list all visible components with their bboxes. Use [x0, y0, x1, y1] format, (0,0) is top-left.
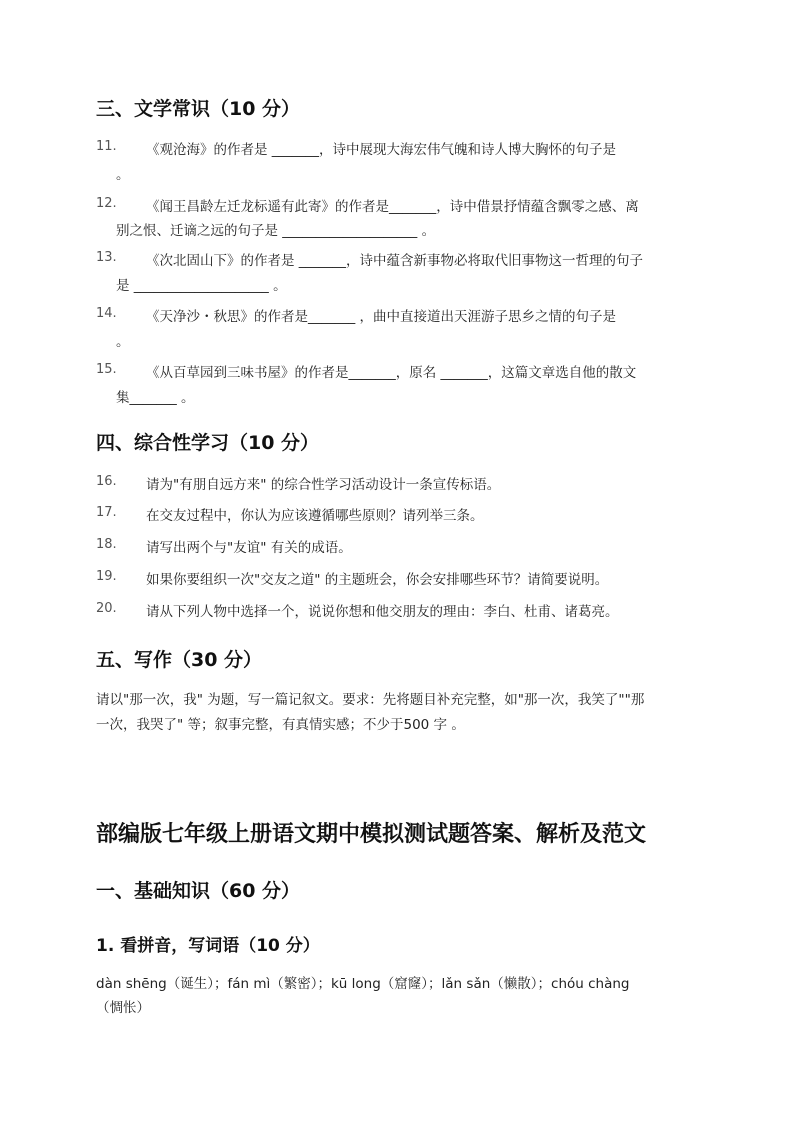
- question-text-continued: 别之恨、迁谪之远的句子是 ____________________ 。: [116, 223, 436, 239]
- question-text-continued: 。: [116, 334, 130, 350]
- question-number: 12.: [96, 196, 117, 211]
- question-text: 《观沧海》的作者是 _______，诗中展现大海宏伟气魄和诗人博大胸怀的句子是: [146, 142, 617, 158]
- question-text: 《天净沙・秋思》的作者是_______ ，曲中直接道出天涯游子思乡之情的句子是: [146, 309, 617, 325]
- question-text: 《从百草园到三味书屋》的作者是_______，原名 _______，这篇文章选自他的散文: [146, 365, 637, 381]
- question-number: 19.: [96, 569, 117, 584]
- question-text: 在交友过程中，你认为应该遵循哪些原则？请列举三条。: [146, 508, 484, 524]
- section-heading: 五、写作（30 分）: [96, 649, 263, 671]
- question-number: 13.: [96, 250, 117, 265]
- question-number: 11.: [96, 139, 117, 154]
- question-number: 18.: [96, 537, 117, 552]
- writing-prompt-continued: 一次，我哭了" 等；叙事完整，有真情实感；不少于500 字 。: [96, 717, 465, 733]
- question-text-continued: 集_______ 。: [116, 390, 195, 406]
- section-heading: 一、基础知识（60 分）: [96, 880, 301, 902]
- answer-text: dàn shēng（诞生）；fán mì（繁密）；kū long（窟窿）；lǎn sǎn（懒散）；chóu chàng: [96, 976, 630, 992]
- question-text: 请为"有朋自远方来" 的综合性学习活动设计一条宣传标语。: [146, 477, 501, 493]
- section-heading: 四、综合性学习（10 分）: [96, 432, 320, 454]
- answer-text-continued: （惆怅）: [96, 1000, 150, 1016]
- question-text-continued: 是 ____________________ 。: [116, 278, 287, 294]
- question-number: 15.: [96, 362, 117, 377]
- question-number: 16.: [96, 474, 117, 489]
- writing-prompt: 请以"那一次，我" 为题，写一篇记叙文。要求：先将题目补充完整，如"那一次，我笑了""那: [96, 692, 645, 708]
- question-text: 《闻王昌龄左迁龙标遥有此寄》的作者是_______，诗中借景抒情蕴含飘零之感、离: [146, 199, 639, 215]
- question-number: 14.: [96, 306, 117, 321]
- answers-title: 部编版七年级上册语文期中模拟测试题答案、解析及范文: [96, 822, 647, 847]
- question-number: 17.: [96, 505, 117, 520]
- question-text: 《次北固山下》的作者是 _______，诗中蕴含新事物必将取代旧事物这一哲理的句子: [146, 253, 644, 269]
- question-text-continued: 。: [116, 167, 130, 183]
- question-text: 请从下列人物中选择一个，说说你想和他交朋友的理由：李白、杜甫、诸葛亮。: [146, 604, 619, 620]
- question-text: 请写出两个与"友谊" 有关的成语。: [146, 540, 352, 556]
- question-number: 20.: [96, 601, 117, 616]
- subsection-heading: 1. 看拼音，写词语（10 分）: [96, 936, 320, 956]
- section-heading: 三、文学常识（10 分）: [96, 98, 301, 120]
- question-text: 如果你要组织一次"交友之道" 的主题班会，你会安排哪些环节？请简要说明。: [146, 572, 609, 588]
